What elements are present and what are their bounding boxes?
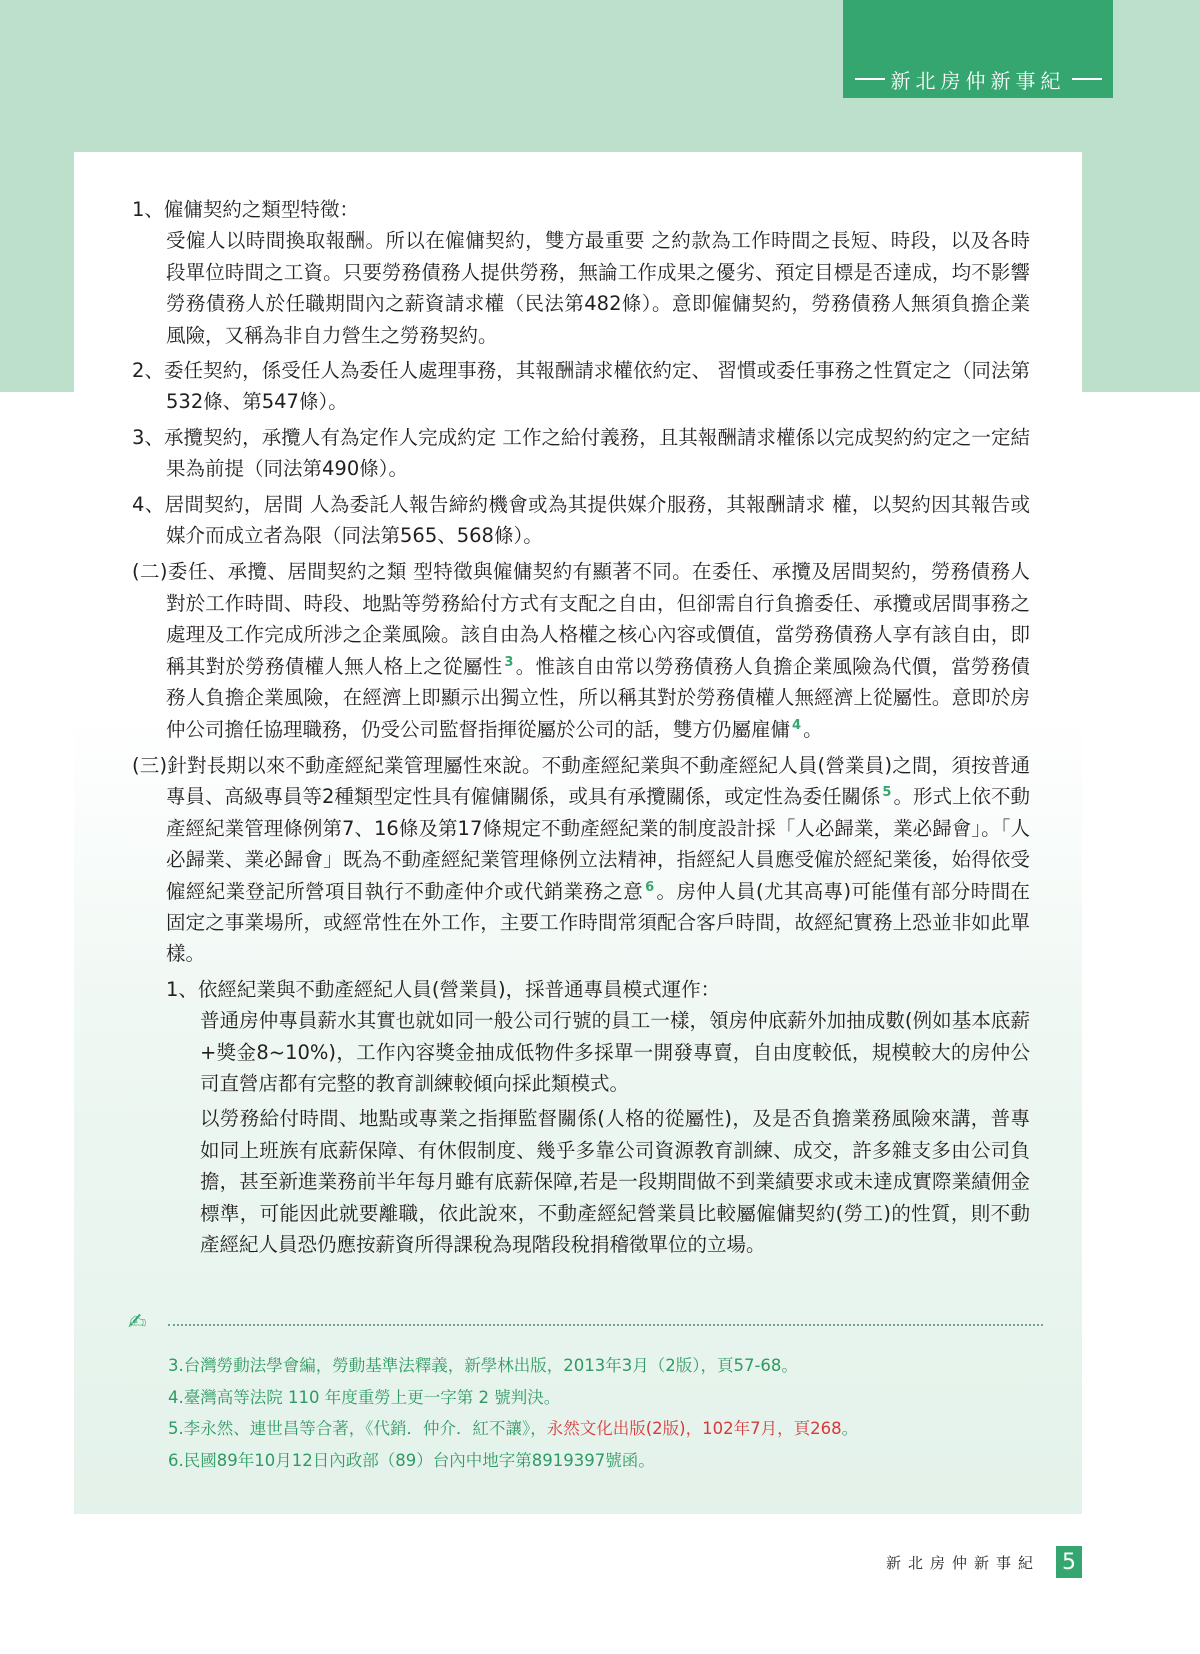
- page-number: 5: [1056, 1546, 1082, 1578]
- footnote-ref-3: 3: [504, 654, 514, 670]
- item-brokerage: 4、居間契約，居間 人為委託人報告締約機會或為其提供媒介服務，其報酬請求 權，以契約因其報告或媒介而成立者為限（同法第565、568條）。: [132, 492, 1030, 548]
- footnote-4: 4.臺灣高等法院 110 年度重勞上更一字第 2 號判決。: [168, 1387, 561, 1407]
- section-three-text-a: (三)針對長期以來不動產經紀業管理屬性來說。不動產經紀業與不動產經紀人員(營業員)之間，須按普通專員、高級專員等2種類型定性具有僱傭關係，或具有承攬關係，或定性為委任關係: [132, 753, 1030, 809]
- subitem-regular-agent-heading: 1、依經紀業與不動產經紀人員(營業員)，採普通專員模式運作：: [166, 977, 721, 1001]
- header-right-dash: [1072, 78, 1102, 80]
- page-footer: [886, 1546, 1082, 1578]
- header-left-dash: [855, 78, 885, 80]
- footnote-5-end: 。: [841, 1419, 859, 1438]
- footnote-3: 3.台灣勞動法學會編，勞動基準法釋義，新學林出版，2013年3月（2版），頁57-68。: [168, 1356, 798, 1375]
- subitem-regular-agent-text: 普通房仲專員薪水其實也就如同一般公司行號的員工一樣，領房仲底薪外加抽成數(例如基本底薪+獎金8~10%)，工作內容獎金抽成低物件多採單一開發專賣，自由度較低，規模較大的房仲公司直營店都有完整的教育訓練較傾向採此類模式。: [200, 1009, 1030, 1095]
- notes-divider: [128, 1309, 1043, 1335]
- item-mandate: 2、委任契約，係受任人為委任人處理事務，其報酬請求權依約定、 習慣或委任事務之性質定之（同法第532條、第547條）。: [132, 359, 1030, 414]
- pen-icon: ✍: [128, 1309, 147, 1335]
- section-two-text-a: (二)委任、承攬、居間契約之類 型特徵與僱傭契約有顯著不同。在委任、承攬及居間契約，勞務債務人對於工作時間、時段、地點等勞務給付方式有支配之自由，但卻需自行負擔委任、承攬或居間事務之處理及工作完成所涉之企業風險。該自由為人格權之核心內容或價值，當勞務債務人享有該自由，即稱其對於勞務債權人無人格上之從屬性: [132, 560, 1030, 678]
- section-three-text-b: 。形式上依不動產經紀業管理條例第7、16條及第17條規定不動產經紀業的制度設計採「人必歸業，業必歸會」。「人必歸業、業必歸會」既為不動產經紀業管理條例立法精神，指經紀人員應受僱於經紀業後，始得依受僱經紀業登記所營項目執行不動產仲介或代銷業務之意: [166, 785, 1030, 903]
- dotted-rule: [168, 1324, 1043, 1326]
- footer-title: 新北房仲新事紀: [885, 1553, 1040, 1572]
- header-title: [843, 64, 1113, 94]
- section-two: [132, 556, 1030, 744]
- footnote-ref-4: 4: [792, 717, 802, 733]
- footnote-6: 6.民國89年10月12日內政部（89）台內中地字第8919397號函。: [168, 1450, 655, 1470]
- footnote-5: [168, 1413, 1048, 1445]
- section-three: [132, 750, 1030, 970]
- item-employment-heading: 1、僱傭契約之類型特徵：: [132, 198, 359, 221]
- item-work-contract: 3、承攬契約，承攬人有為定作人完成約定 工作之給付義務，且其報酬請求權係以完成契約約定之一定結果為前提（同法第490條）。: [132, 425, 1030, 481]
- section-two-text-c: 。: [803, 717, 823, 741]
- article-body: [132, 194, 1030, 1260]
- footnote-5-authors: 5.李永然、連世昌等合著，《代銷．仲介．紅不讓》，: [168, 1419, 547, 1438]
- footnotes: [168, 1350, 1048, 1476]
- footnote-5-publisher: 永然文化出版(2版)，102年7月，頁268: [546, 1419, 842, 1438]
- header-title-text: 新北房仲新事紀: [890, 68, 1066, 93]
- footnote-ref-6: 6: [645, 879, 655, 895]
- section-three-text-c: 。房仲人員(尤其高專)可能僅有部分時間在固定之事業場所，或經常性在外工作，主要工作時間常須配合客戶時間，故經紀實務上恐並非如此單樣。: [166, 879, 1030, 966]
- section-two-text-b: 。惟該自由常以勞務債務人負擔企業風險為代價，當勞務債務人負擔企業風險，在經濟上即顯示出獨立性，所以稱其對於勞務債權人無經濟上從屬性。意即於房仲公司擔任協理職務，仍受公司監督指揮從屬於公司的話，雙方仍屬雇傭: [166, 654, 1030, 741]
- item-employment-text: 受僱人以時間換取報酬。所以在僱傭契約，雙方最重要 之約款為工作時間之長短、時段，以及各時段單位時間之工資。只要勞務債務人提供勞務，無論工作成果之優劣、預定目標是否達成，均不影響勞務債務人於任職期間內之薪資請求權（民法第482條）。意即僱傭契約，勞務債務人無須負擔企業風險，又稱為非自力營生之勞務契約。: [166, 229, 1030, 347]
- footnote-ref-5: 5: [882, 785, 892, 801]
- subitem-regular-agent-analysis: 以勞務給付時間、地點或專業之指揮監督關係(人格的從屬性)，及是否負擔業務風險來講，普專如同上班族有底薪保障、有休假制度、幾乎多靠公司資源教育訓練、成交，許多雜支多由公司負擔，甚至新進業務前半年每月雖有底薪保障,若是一段期間做不到業績要求或未達成實際業績佣金標準，可能因此就要離職，依此說來，不動產經紀營業員比較屬僱傭契約(勞工)的性質，則不動產經紀人員恐仍應按薪資所得課稅為現階段稅捐稽徵單位的立場。: [200, 1107, 1030, 1256]
